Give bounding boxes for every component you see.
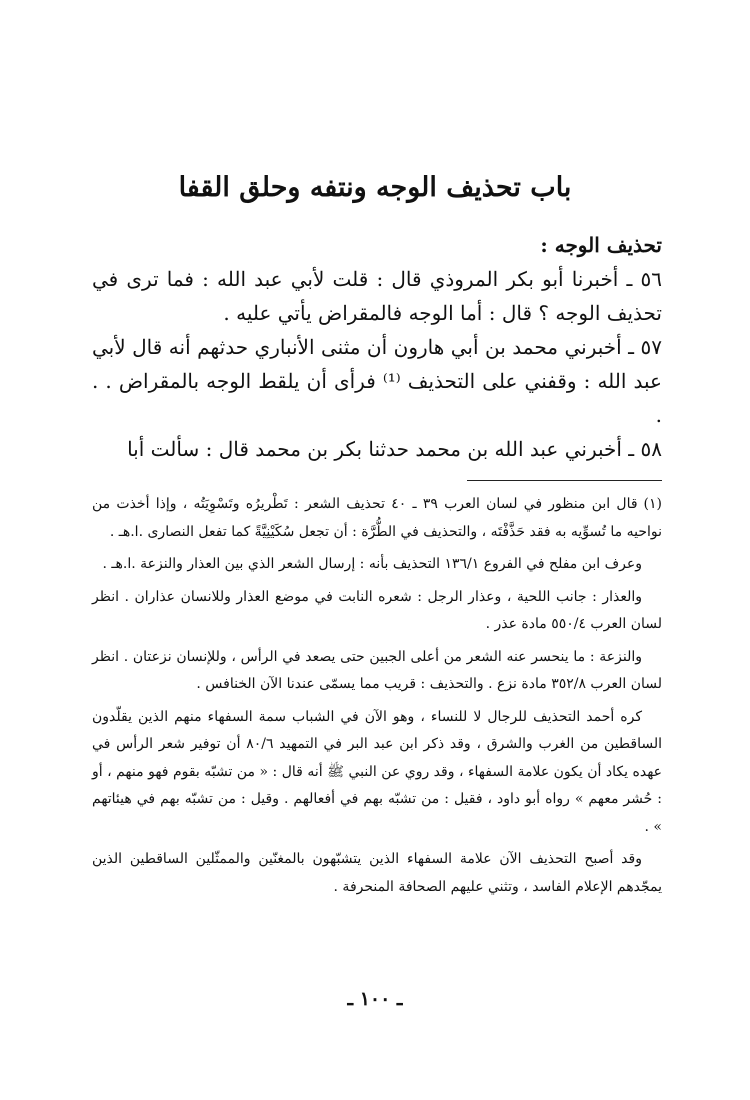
page-number: ـ ١٠٠ ـ (347, 988, 403, 1010)
narration-58: ٥٨ ـ أخبرني عبد الله بن محمد حدثنا بكر بن محمد قال : سألت أبا (127, 437, 662, 461)
footnote-paragraph: وقد أصبح التحذيف الآن علامة السفهاء الذين يتشبّهون بالمغنّين والممثّلين الساقطين الذين يمجّدهم الإعلام الفاسد ، وتثني عليهم الصحافة المنحرفة . (92, 851, 662, 895)
footnote-paragraph: كره أحمد التحذيف للرجال لا للنساء ، وهو الآن في الشباب سمة السفهاء منهم الذين يقلّدون الساقطين من الغرب والشرق ، وقد ذكر ابن عبد البر في التمهيد ٨٠/٦ أن توفير شعر الرأس في عهده يكاد أن يكون علامة السفهاء ، وقد روي عن النبي ﷺ أنه قال : « من تشبّه بقوم فهو منهم ، أو : حُشر معهم » رواه أبو داود ، فقيل : من تشبّه بهم في أفعالهم . وقيل : من تشبّه بهم في هيئاتهم » . (92, 708, 662, 835)
footnote-paragraph: والعذار : جانب اللحية ، وعذار الرجل : شعره النابت في موضع العذار وللانسان عذاران . انظر لسان العرب ٥٥٠/٤ مادة عذر . (92, 588, 662, 632)
narration-57: ٥٧ ـ أخبرني محمد بن أبي هارون أن مثنى الأنباري حدثهم أنه قال لأبي عبد الله : وقفني على التحذيف ⁽¹⁾ فرأى أن يلقط الوجه بالمقراض . . . (92, 335, 662, 427)
footnote-paragraph: والنزعة : ما ينحسر عنه الشعر من أعلى الجبين حتى يصعد في الرأس ، وللإنسان نزعتان . انظر لسان العرب ٣٥٢/٨ مادة نزع . والتحذيف : قريب مما يسمّى عندنا الآن الخنافس . (92, 648, 662, 692)
chapter-title: باب تحذيف الوجه ونتفه وحلق القفا (178, 172, 572, 203)
footnote-1-text: قال ابن منظور في لسان العرب ٣٩ ـ ٤٠ تحذيف الشعر : تَطْريرُه وتَسْوِيَتُه ، وإذا أخذت من نواحيه ما تُسوِّيه به فقد حَذَّفْتَه ، والتحذيف في الطُّرَّة : أن تجعل سُكَيْنِيَّةً كما تفعل النصارى .ا.هـ . (92, 496, 662, 540)
footnote-1 (92, 491, 662, 546)
main-text (92, 228, 662, 466)
narration-56: ٥٦ ـ أخبرنا أبو بكر المروذي قال : قلت لأبي عبد الله : فما ترى في تحذيف الوجه ؟ قال : أما الوجه فالمقراض يأتي عليه . (92, 267, 662, 325)
footnote-marker: (١) (643, 496, 662, 512)
footnote-separator (467, 480, 662, 481)
footnote-paragraph: وعرف ابن مفلح في الفروع ١٣٦/١ التحذيف بأنه : إرسال الشعر الذي بين العذار والنزعة .ا.هـ . (102, 556, 642, 572)
section-subheading: تحذيف الوجه : (540, 233, 662, 257)
footnotes (92, 491, 662, 906)
